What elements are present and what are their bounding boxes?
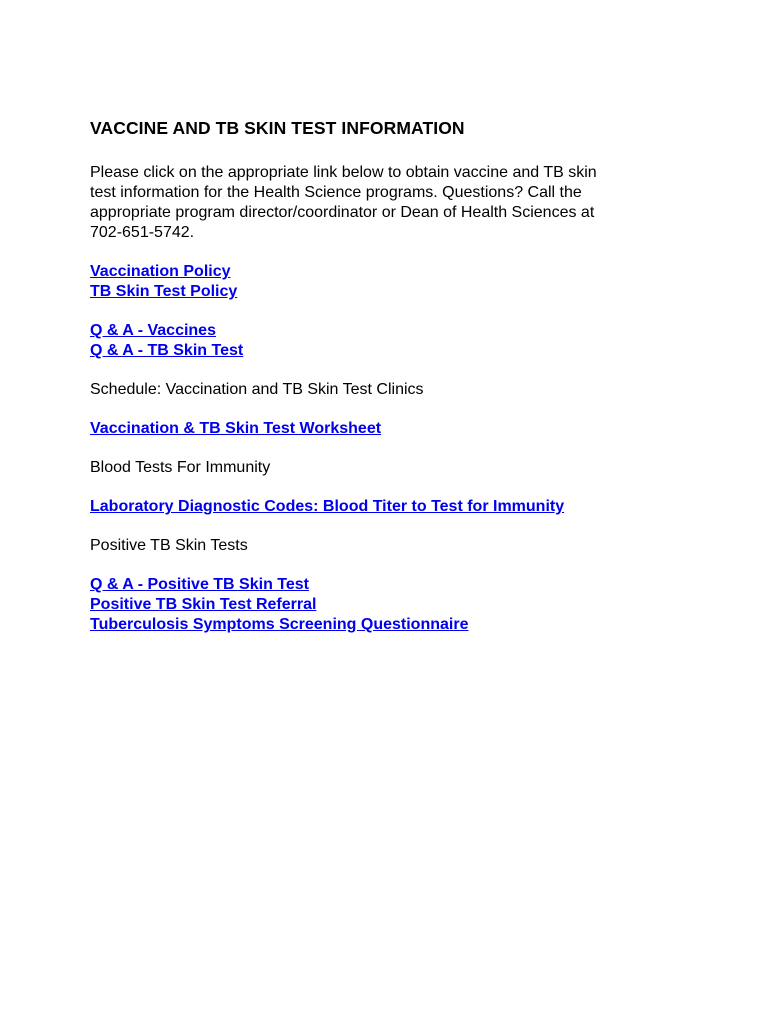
schedule-section — [90, 380, 690, 400]
intro-paragraph — [90, 163, 650, 243]
positive-links — [90, 575, 690, 635]
schedule-text: Schedule: Vaccination and TB Skin Test Clinics — [90, 381, 424, 398]
qa-positive-tb-link[interactable]: Q & A - Positive TB Skin Test — [90, 576, 309, 593]
positive-section — [90, 536, 690, 556]
qa-links — [90, 321, 690, 361]
screening-questionnaire-link[interactable]: Tuberculosis Symptoms Screening Questionnaire — [90, 616, 469, 633]
vaccination-policy-link[interactable]: Vaccination Policy — [90, 263, 231, 280]
positive-referral-link[interactable]: Positive TB Skin Test Referral — [90, 596, 317, 613]
intro-line: 702-651-5742. — [90, 224, 195, 241]
page-title: VACCINE AND TB SKIN TEST INFORMATION — [90, 118, 465, 138]
document-page — [90, 117, 690, 635]
tb-skin-test-policy-link[interactable]: TB Skin Test Policy — [90, 283, 238, 300]
blood-tests-heading: Blood Tests For Immunity — [90, 459, 271, 476]
intro-line: appropriate program director/coordinator or Dean of Health Sciences at — [90, 204, 595, 221]
worksheet-link[interactable]: Vaccination & TB Skin Test Worksheet — [90, 420, 382, 437]
lab-codes-section — [90, 497, 690, 517]
blood-tests-section — [90, 458, 690, 478]
policy-links — [90, 262, 690, 302]
positive-heading: Positive TB Skin Tests — [90, 537, 248, 554]
lab-codes-link[interactable]: Laboratory Diagnostic Codes: Blood Titer to Test for Immunity — [90, 498, 565, 515]
intro-line: Please click on the appropriate link below to obtain vaccine and TB skin — [90, 164, 597, 181]
intro-line: test information for the Health Science programs. Questions? Call the — [90, 184, 582, 201]
qa-tb-skin-test-link[interactable]: Q & A - TB Skin Test — [90, 342, 244, 359]
worksheet-section — [90, 419, 690, 439]
qa-vaccines-link[interactable]: Q & A - Vaccines — [90, 322, 216, 339]
